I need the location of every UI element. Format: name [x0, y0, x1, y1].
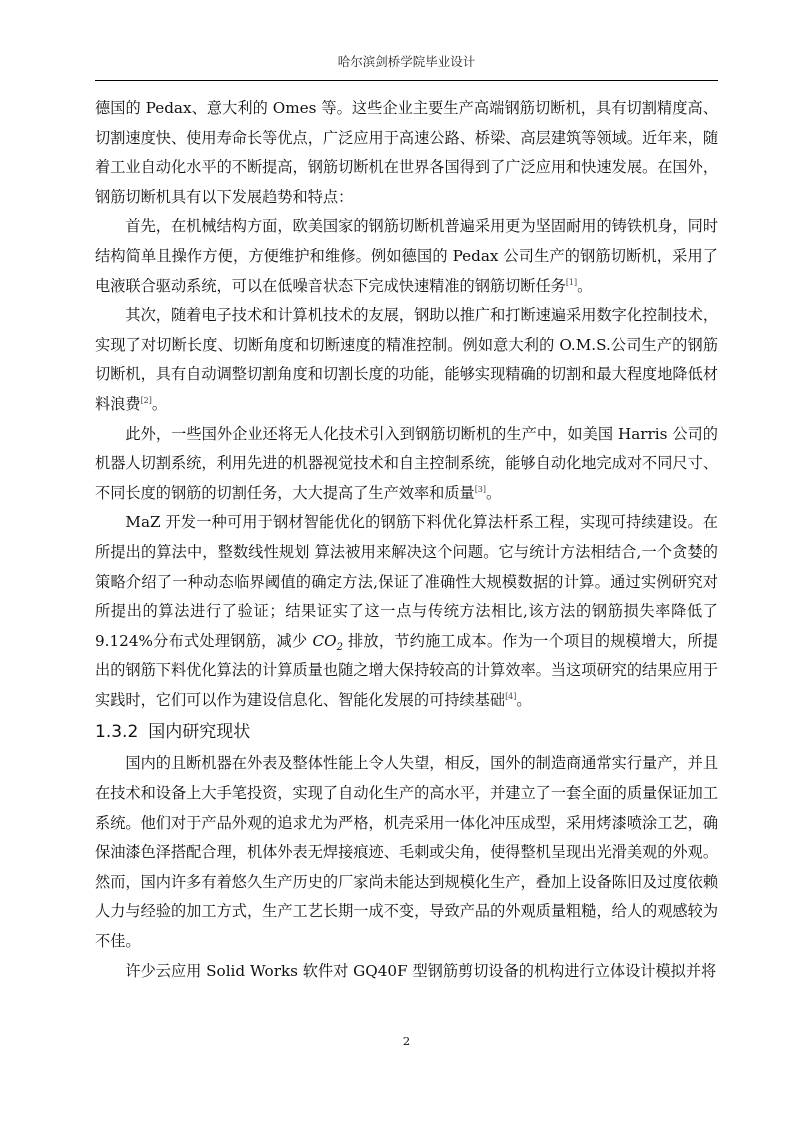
page-body: [95, 94, 718, 986]
citation-ref: [4]: [505, 691, 517, 701]
running-header: 哈尔滨剑桥学院毕业设计: [337, 54, 476, 69]
paragraph: 国内的且断机器在外表及整体性能上令人失望，相反，国外的制造商通常实行量产，并且在技术和设备上大手笔投资，实现了自动化生产的高水平，并建立了一套全面的质量保证加工系统。他们对于产品外观的追求尤为严格，机壳采用一体化冲压成型，采用烤漆喷涂工艺，确保油漆色泽搭配合理，机体外表无焊接痕迹、毛刺或尖角，使得整机呈现出光滑美观的外观。然而，国内许多有着悠久生产历史的厂家尚未能达到规模化生产，叠加上设备陈旧及过度依赖人力与经验的加工方式，生产工艺长期一成不变，导致产品的外观质量粗糙，给人的观感较为不佳。: [95, 754, 718, 951]
paragraph: 许少云应用 Solid Works 软件对 GQ40F 型钢筋剪切设备的机构进行立体设计模拟并将: [125, 961, 717, 980]
citation-ref: [1]: [565, 277, 578, 287]
paragraph: 首先，在机械结构方面，欧美国家的钢筋切断机普遍采用更为坚固耐用的铸铁机身，同时结构简单且操作方便，方便维护和维修。例如德国的 Pedax 公司生产的钢筋切断机，采用了电液联合驱动系统，可以在低噪音状态下完成快速精准的钢筋切断任务[1]。: [95, 217, 718, 295]
section-title: 国内研究现状: [148, 722, 251, 743]
citation-ref: [3]: [474, 484, 487, 494]
citation-ref: [2]: [140, 395, 152, 405]
co2-formula: $CO_2$: [312, 631, 343, 653]
page-number: 2: [402, 1034, 411, 1048]
paragraph: 德国的 Pedax、意大利的 Omes 等。这些企业主要生产高端钢筋切断机，具有切割精度高、切割速度快、使用寿命长等优点，广泛应用于高速公路、桥梁、高层建筑等领域。近年来，随着工业自动化水平的不断提高，钢筋切断机在世界各国得到了广泛应用和快速发展。在国外，钢筋切断机具有以下发展趋势和特点：: [95, 99, 718, 206]
header-rule: [95, 80, 718, 81]
section-number: 1.3.2: [95, 722, 139, 743]
section-heading: [95, 715, 718, 749]
paragraph: MaZ 开发一种可用于钢材智能优化的钢筋下料优化算法杆系工程，实现可持续建设。在所提出的算法中，整数线性规划 算法被用来解决这个问题。它与统计方法相结合,一个贪婪的策略介绍了一种动态临界阈值的确定方法,保证了准确性大规模数据的计算。通过实例研究对所提出的算法进行了验证；结果证实了这一点与传统方法相比,该方法的钢筋损失率降低了 9.124%分布式处理钢筋，减少 $CO_2$ 排放，节约施工成本。作为一个项目的规模增大，所提出的钢筋下料优化算法的计算质量也随之增大保持较高的计算效率。当这项研究的结果应用于实践时，它们可以作为建设信息化、智能化发展的可持续基础[4]。: [95, 513, 718, 709]
paragraph: 此外，一些国外企业还将无人化技术引入到钢筋切断机的生产中，如美国 Harris 公司的机器人切割系统，利用先进的机器视觉技术和自主控制系统，能够自动化地完成对不同尺寸、不同长度的钢筋的切割任务，大大提高了生产效率和质量[3]。: [95, 424, 718, 502]
paragraph: 其次，随着电子技术和计算机技术的友展，钢助以推广和打断速遍采用数字化控制技术，实现了对切断长度、切断角度和切断速度的精准控制。例如意大利的 O.M.S.公司生产的钢筋切断机，具有自动调整切割角度和切割长度的功能，能够实现精确的切割和最大程度地降低材料浪费[2]。: [95, 306, 718, 413]
